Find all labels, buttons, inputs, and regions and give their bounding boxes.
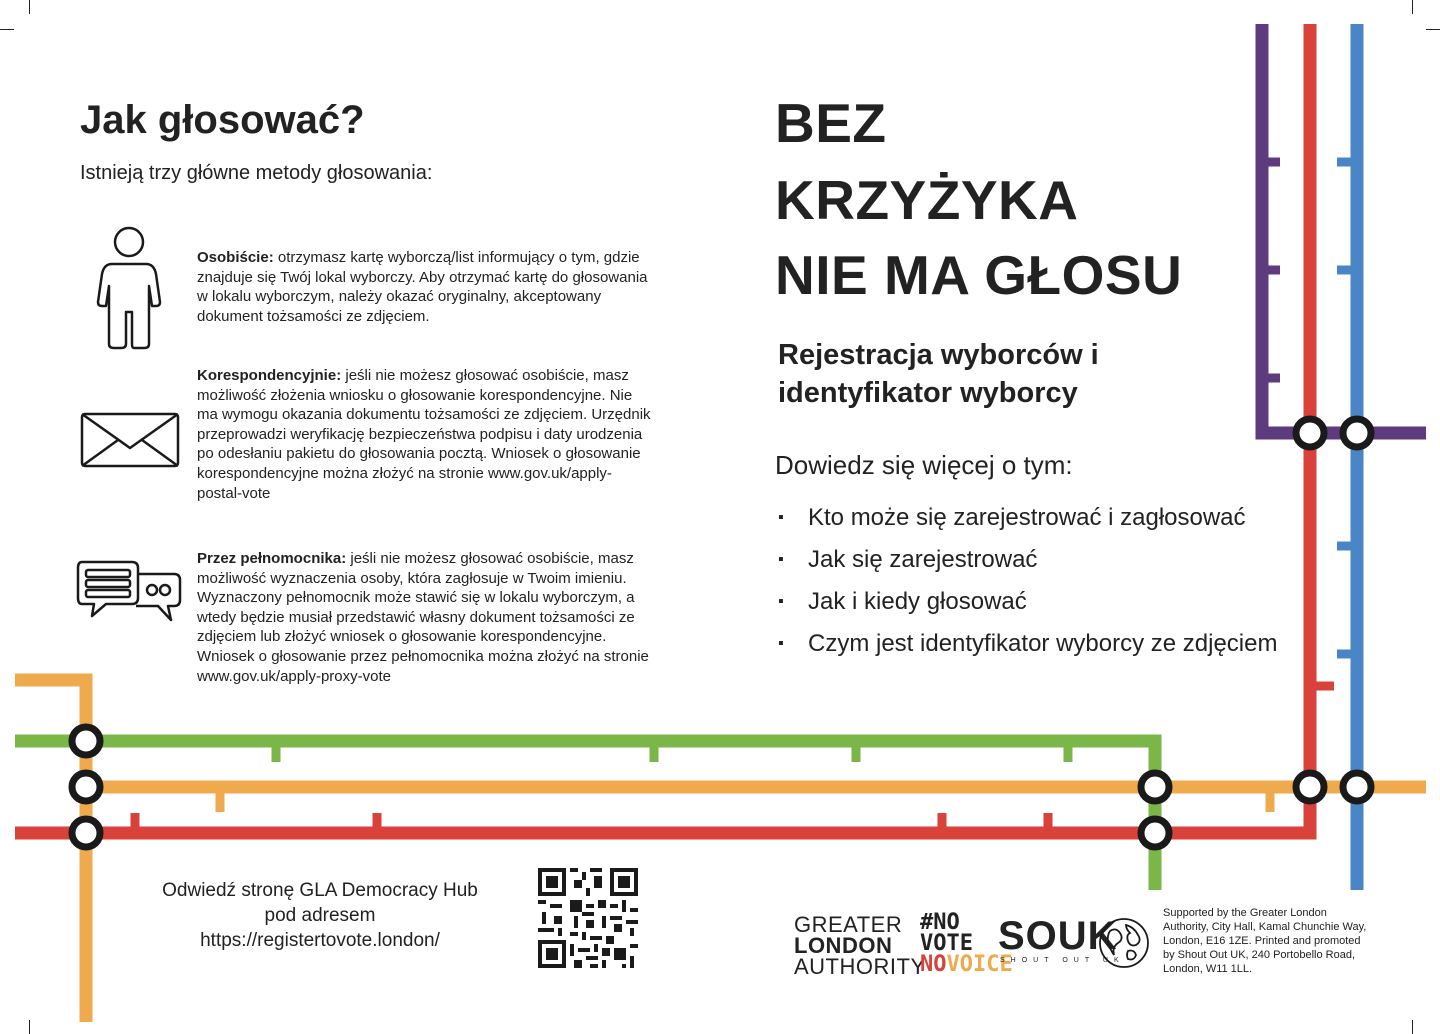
logo-text-voice: VOICE xyxy=(946,952,1013,977)
method-title: Korespondencyjnie: xyxy=(197,367,342,384)
blue-tick xyxy=(1337,162,1351,654)
station xyxy=(1296,419,1324,447)
logo-text: VOTE xyxy=(920,931,973,956)
registration-title: Rejestracja wyborców i identyfikator wyborcy xyxy=(778,339,1099,409)
gla-logo-line: GREATER xyxy=(794,912,903,937)
station xyxy=(1141,819,1169,847)
speech-bubble-icon xyxy=(76,558,182,628)
souk-logo: SOUK xyxy=(998,914,1118,958)
envelope-icon xyxy=(80,412,180,468)
method-in-person xyxy=(197,248,652,326)
method-text: otrzymasz kartę wyborczą/list informujący o tym, gdzie znajduje się Twój lokal wyborczy. Aby otrzymać kartę do głosowania w lokalu wyborczym, należy okazać oryginalny, akceptowany dokument tożsamości ze zdjęciem. xyxy=(197,249,648,325)
learn-more-label: Dowiedz się więcej o tym: xyxy=(775,450,1073,480)
station xyxy=(72,773,100,801)
logo-text: #NO xyxy=(920,910,960,935)
station xyxy=(72,819,100,847)
topics-list xyxy=(778,500,1298,668)
headline-line-2: KRZYŻYKA xyxy=(775,169,1079,231)
visit-text: Odwiedź stronę GLA Democracy Hub pod adresem https://registertovote.london/ xyxy=(162,880,478,951)
method-postal xyxy=(197,366,652,503)
gla-logo xyxy=(794,914,926,977)
page-title: Jak głosować? xyxy=(80,98,365,142)
green-tick xyxy=(276,747,1068,762)
method-text: jeśli nie możesz głosować osobiście, masz możliwość złożenia wniosku o głosowanie korespondencyjne. Nie ma wymogu okazania dokumentu tożsamości ze zdjęciem. Urzędnik przeprowadzi weryfikację bezpieczeństwa podpisu i daty urodzenia po odesłaniu pakietu do głosowania pocztą. Wniosek o głosowanie korespondencyjne można złożyć na stronie www.gov.uk/apply-postal-vote xyxy=(197,367,651,502)
method-title: Przez pełnomocnika: xyxy=(197,550,347,567)
souk-tagline: SHOUT OUT UK xyxy=(1000,957,1125,964)
support-text: Supported by the Greater London Authority, City Hall, Kamal Chunchie Way, London, E16 1ZE. Printed and promoted by Shout Out UK, 240 Portobello Road, London, W11 1LL. xyxy=(1163,907,1367,975)
qr-code[interactable] xyxy=(534,864,642,972)
station xyxy=(1343,419,1371,447)
person-icon xyxy=(96,226,162,352)
gla-logo-line: AUTHORITY xyxy=(794,954,926,979)
red-tick xyxy=(135,813,1048,827)
station xyxy=(1343,773,1371,801)
purple-line xyxy=(1262,24,1426,433)
gla-logo-line: LONDON xyxy=(794,933,893,958)
logo-text-no: NO xyxy=(920,952,947,977)
purple-tick xyxy=(1268,162,1280,378)
headline-line-3: NIE MA GŁOSU xyxy=(775,244,1183,306)
station xyxy=(72,727,100,755)
station xyxy=(1296,773,1324,801)
method-proxy xyxy=(197,549,652,686)
orange-tick xyxy=(220,793,1270,812)
method-text: jeśli nie możesz głosować osobiście, masz możliwość wyznaczenia osoby, która zagłosuje w Twoim imieniu. Wyznaczony pełnomocnik może stawić się w lokalu wyborczym, a wtedy będzie musiał przedstawić własny dokument tożsamości ze zdjęciem lub złożyć wniosek o głosowanie korespondencyjne. Wniosek o głosowanie przez pełnomocnika można złożyć na stronie www.gov.uk/apply-proxy-vote xyxy=(197,550,649,685)
list-item: ▪ Czym jest identyfikator wyborcy ze zdjęciem xyxy=(778,626,1298,662)
method-title: Osobiście: xyxy=(197,249,274,266)
list-item: ▪ Kto może się zarejestrować i zagłosować xyxy=(778,500,1298,536)
list-item: ▪ Jak i kiedy głosować xyxy=(778,584,1298,620)
page-subtitle: Istnieją trzy główne metody głosowania: xyxy=(80,162,433,184)
headline-line-1: BEZ xyxy=(775,92,887,154)
list-item: ▪ Jak się zarejestrować xyxy=(778,542,1298,578)
station xyxy=(1141,773,1169,801)
globe-icon xyxy=(1098,917,1150,969)
